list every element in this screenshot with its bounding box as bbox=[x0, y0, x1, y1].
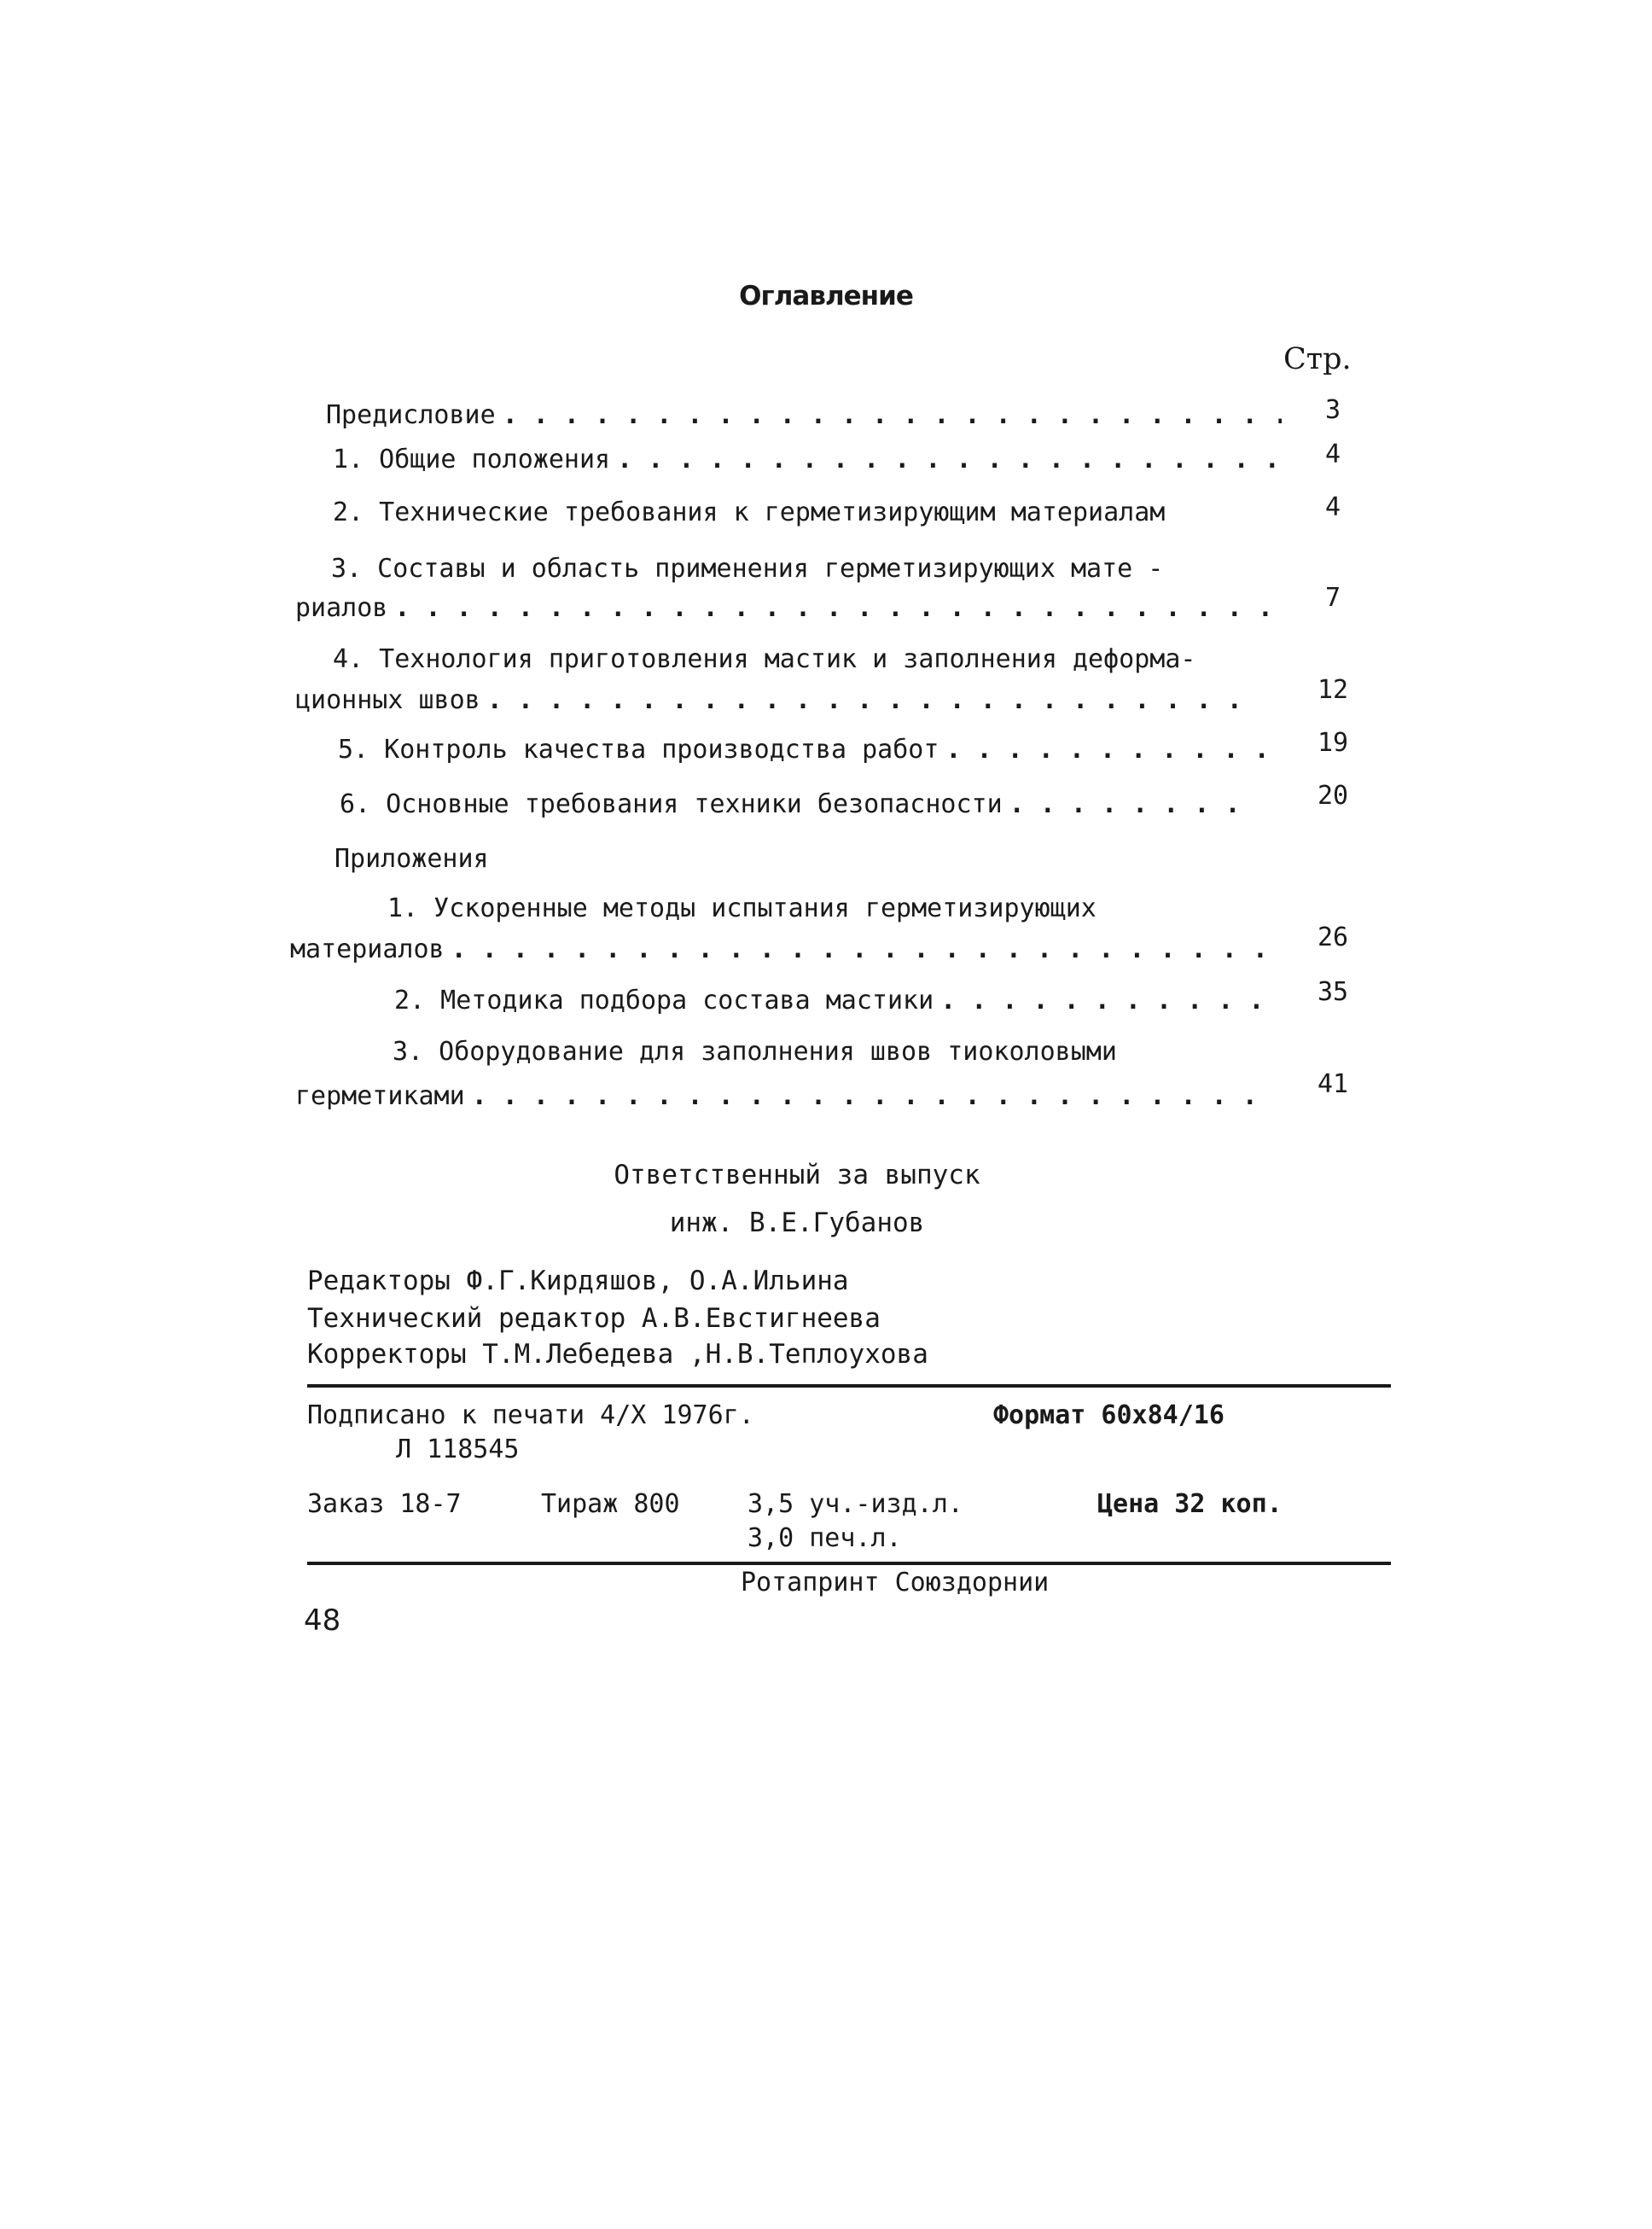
pages-column-header: Стр. bbox=[1283, 342, 1352, 376]
page-title: Оглавление bbox=[739, 281, 913, 311]
divider-top bbox=[307, 1384, 1391, 1388]
toc-leader-dots bbox=[394, 596, 1277, 621]
toc-appendix-accelerated-tests-cont[interactable] bbox=[290, 937, 1271, 963]
imprint-order: Заказ 18-7 bbox=[307, 1489, 462, 1519]
toc-leader-dots bbox=[617, 447, 1282, 473]
imprint-price: Цена 32 коп. bbox=[1097, 1489, 1283, 1519]
toc-entry-label: 2. Методика подбора состава мастики bbox=[394, 988, 934, 1014]
credit-proofreaders: Корректоры Т.М.Лебедева ,Н.В.Теплоухова bbox=[307, 1339, 928, 1370]
toc-appendix-equipment[interactable]: 3. Оборудование для заполнения швов тиоколовыми bbox=[393, 1037, 1117, 1067]
toc-page-number: 4 bbox=[1324, 439, 1341, 469]
toc-leader-dots bbox=[945, 737, 1277, 763]
imprint-format: Формат 60х84/16 bbox=[993, 1400, 1224, 1430]
toc-appendices-heading: Приложения bbox=[334, 844, 489, 874]
toc-entry-label: 5. Контроль качества производства работ bbox=[338, 737, 939, 763]
divider-bottom bbox=[307, 1562, 1391, 1565]
toc-entry-label: 1. Общие положения bbox=[333, 447, 611, 473]
page-number: 48 bbox=[304, 1603, 341, 1638]
toc-leader-dots bbox=[940, 988, 1277, 1014]
toc-leader-dots bbox=[487, 688, 1251, 713]
toc-page-number: 12 bbox=[1317, 675, 1349, 705]
toc-entry-foreword[interactable] bbox=[326, 403, 1282, 428]
toc-entry-label: материалов bbox=[290, 937, 445, 963]
toc-entry-compositions[interactable]: 3. Составы и область применения герметизирующих мате - bbox=[331, 554, 1164, 584]
imprint-print-sheets: 3,0 печ.л. bbox=[747, 1523, 902, 1553]
imprint-edition-sheets: 3,5 уч.-изд.л. bbox=[747, 1489, 963, 1519]
toc-leader-dots bbox=[1009, 792, 1261, 818]
toc-page-number: 26 bbox=[1317, 922, 1349, 952]
imprint-print-run: Тираж 800 bbox=[541, 1489, 680, 1519]
toc-entry-technical-requirements[interactable]: 2. Технические требования к герметизирующим материалам bbox=[333, 498, 1166, 527]
toc-entry-label: герметиками bbox=[295, 1084, 465, 1109]
toc-leader-dots bbox=[472, 1084, 1277, 1109]
toc-entry-technology[interactable]: 4. Технология приготовления мастик и заполнения деформа- bbox=[333, 644, 1196, 674]
imprint-printer: Ротапринт Союздорнии bbox=[741, 1568, 1050, 1598]
toc-page-number: 3 bbox=[1324, 395, 1341, 425]
responsible-name: инж. В.Е.Губанов bbox=[669, 1208, 925, 1238]
toc-entry-safety[interactable] bbox=[340, 792, 1261, 818]
toc-page-number: 35 bbox=[1317, 977, 1349, 1007]
toc-leader-dots bbox=[451, 937, 1271, 963]
toc-entry-label: 6. Основные требования техники безопасности bbox=[340, 792, 1003, 818]
imprint-signed: Подписано к печати 4/Х 1976г. bbox=[307, 1400, 754, 1430]
toc-entry-general[interactable] bbox=[333, 447, 1282, 473]
toc-entry-label: Предисловие bbox=[326, 403, 496, 428]
toc-entry-label: ционных швов bbox=[295, 688, 480, 713]
toc-entry-label: риалов bbox=[295, 596, 388, 621]
toc-leader-dots bbox=[503, 403, 1282, 428]
credit-tech-editor: Технический редактор А.В.Евстигнеева bbox=[307, 1303, 881, 1334]
toc-page-number: 4 bbox=[1324, 492, 1341, 522]
toc-entry-technology-cont[interactable] bbox=[295, 688, 1251, 713]
imprint-license: Л 118545 bbox=[396, 1435, 520, 1464]
toc-entry-quality-control[interactable] bbox=[338, 737, 1277, 763]
responsible-label: Ответственный за выпуск bbox=[614, 1160, 980, 1190]
toc-entry-compositions-cont[interactable] bbox=[295, 596, 1277, 621]
toc-page-number: 20 bbox=[1317, 781, 1349, 811]
toc-page-number: 41 bbox=[1317, 1069, 1349, 1099]
toc-appendix-accelerated-tests[interactable]: 1. Ускоренные методы испытания герметизирующих bbox=[387, 893, 1096, 923]
toc-page-number: 7 bbox=[1324, 583, 1341, 613]
toc-page-number: 19 bbox=[1317, 728, 1349, 758]
credit-editors: Редакторы Ф.Г.Кирдяшов, О.А.Ильина bbox=[307, 1266, 849, 1296]
toc-appendix-mastic-selection[interactable] bbox=[394, 988, 1277, 1014]
toc-appendix-equipment-cont[interactable] bbox=[295, 1084, 1277, 1109]
